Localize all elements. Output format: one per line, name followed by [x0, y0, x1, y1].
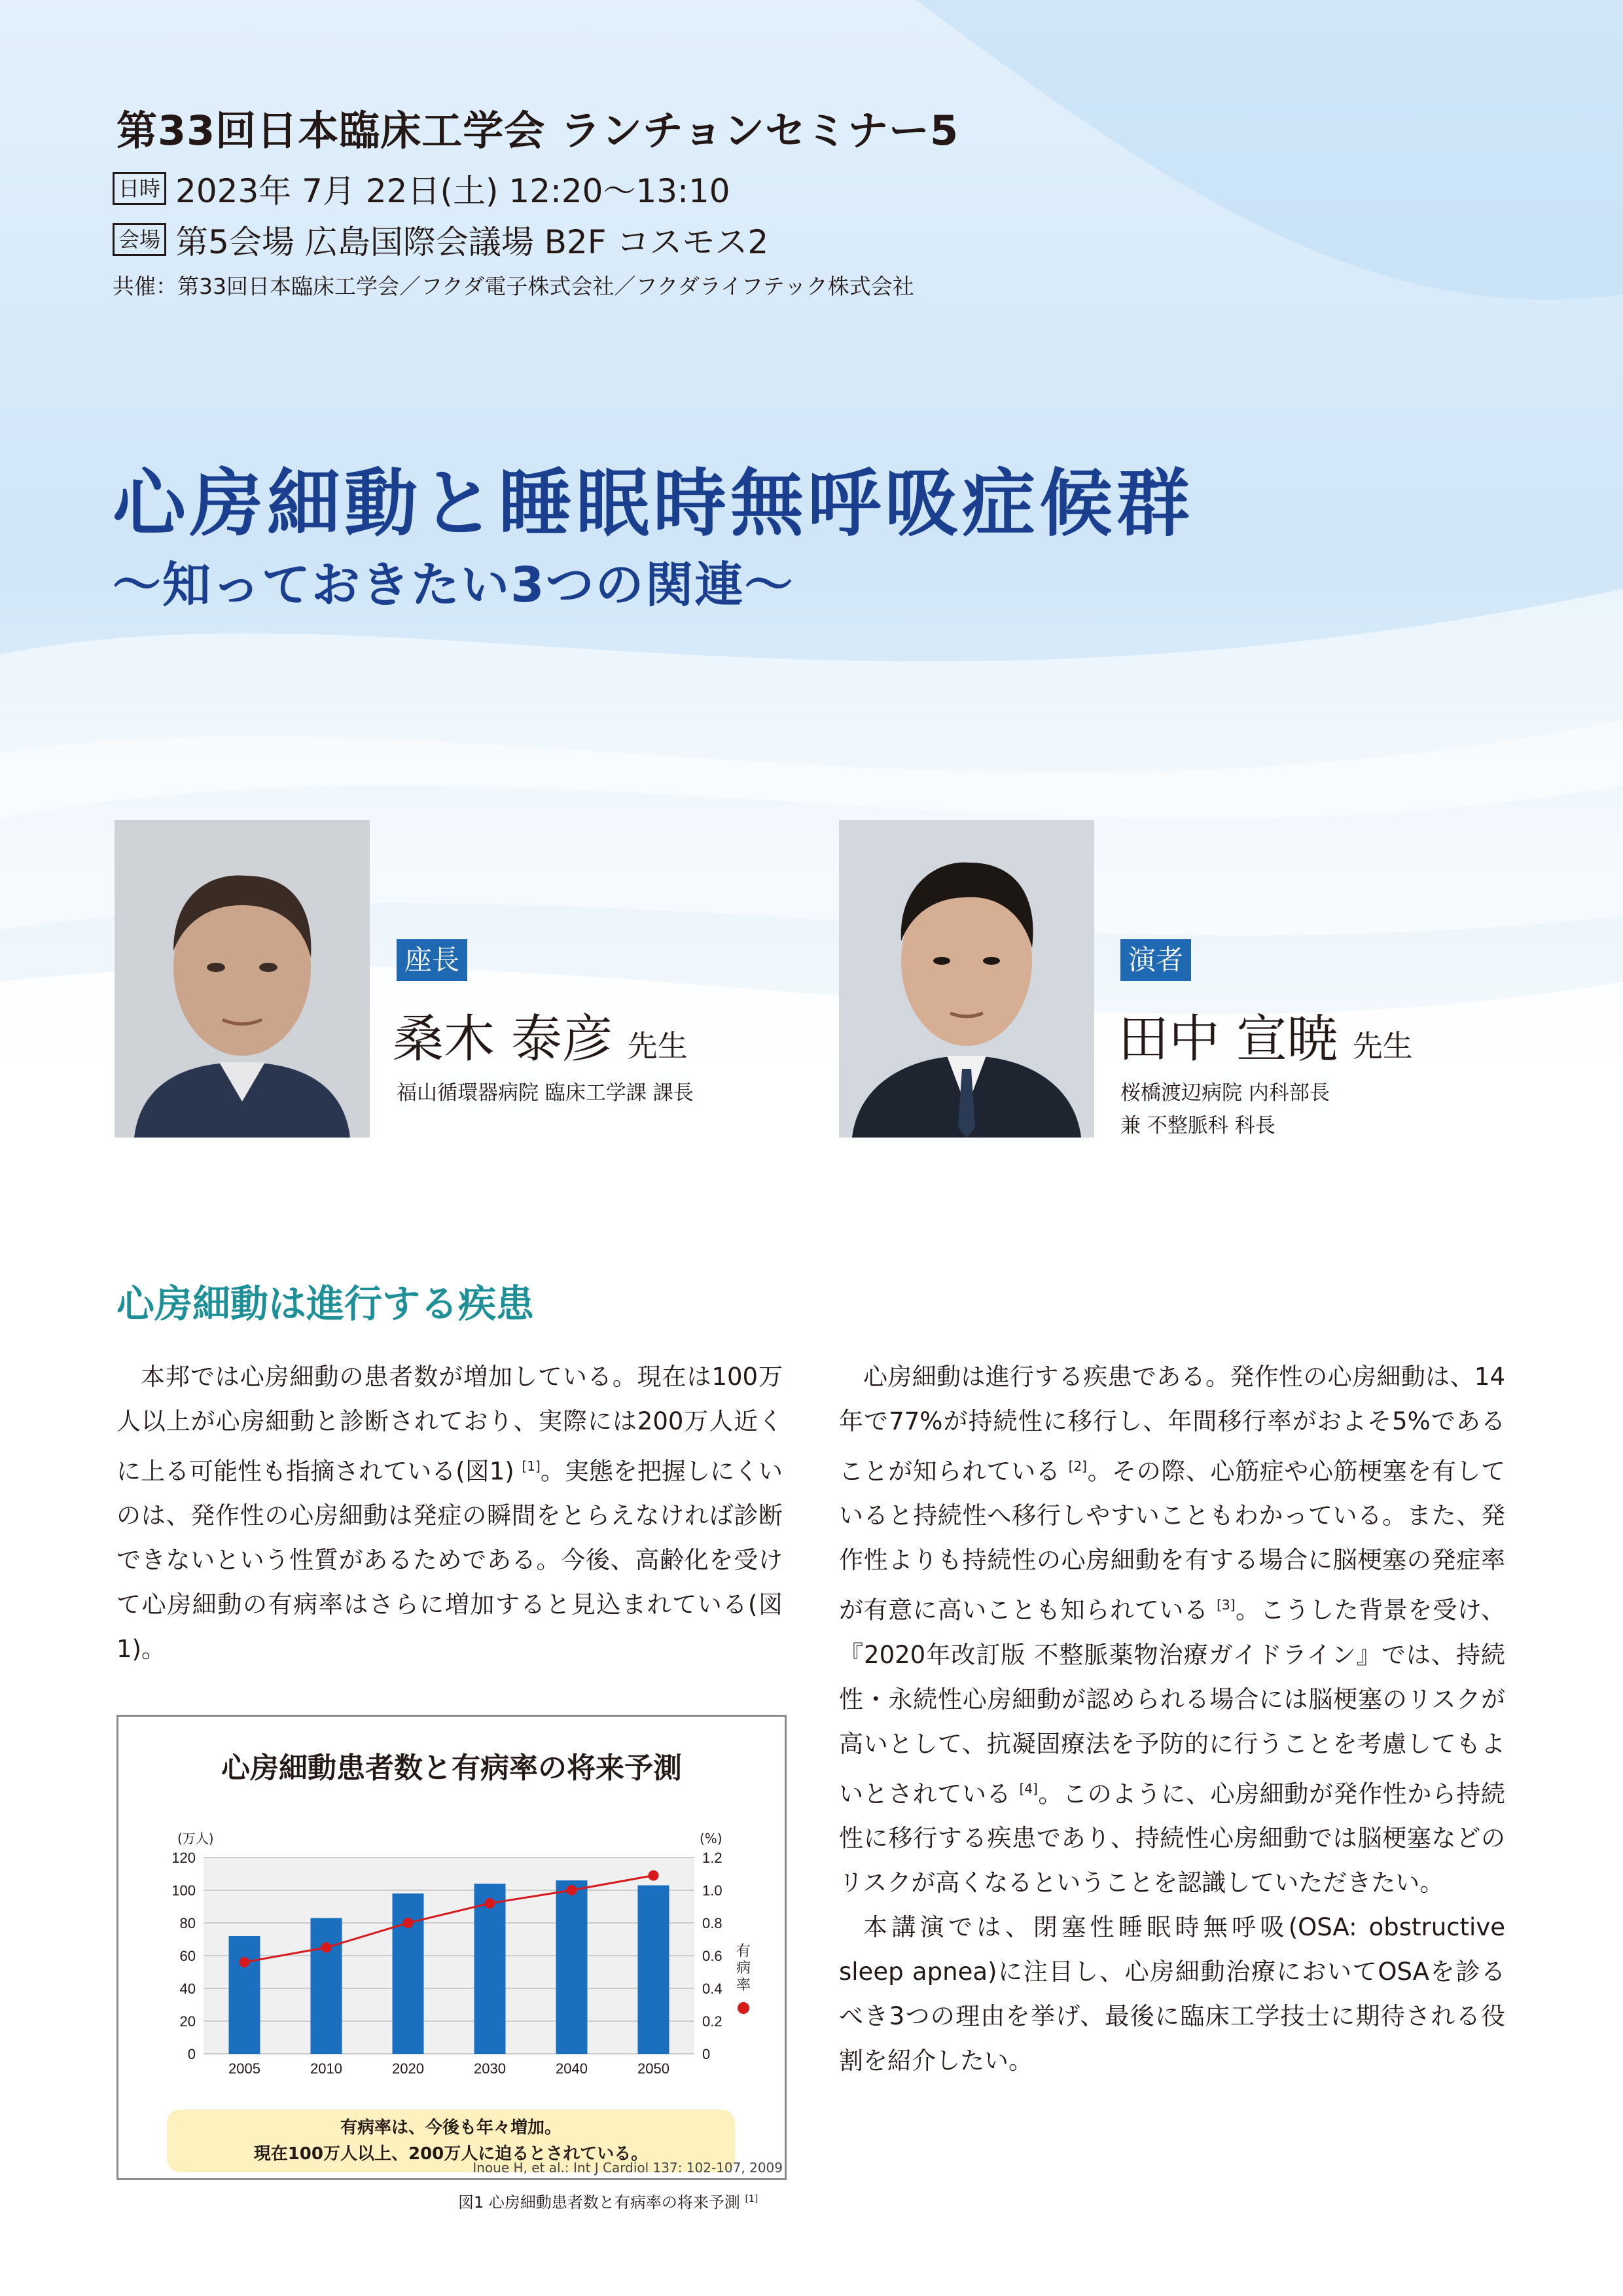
speaker-name — [1118, 998, 1413, 1071]
bar — [638, 1886, 669, 2054]
y-right-tick-label: 0.2 — [702, 2013, 722, 2030]
left-paragraph-1 — [116, 1355, 783, 1672]
chair-photo — [115, 820, 370, 1138]
speaker-honorific: 先生 — [1352, 1028, 1413, 1064]
prevalence-point — [240, 1957, 250, 1967]
y-right-tick-label: 0.4 — [702, 1981, 722, 1997]
section-heading: 心房細動は進行する疾患 — [116, 1282, 535, 1326]
ref-4: [4] — [1019, 1780, 1038, 1797]
speaker-photo — [839, 820, 1094, 1138]
left-para1-a: 本邦では心房細動の患者数が増加している。現在は100万人以上が心房細動と診断されており、実際には200万人近くに上る可能性も指摘されている(図1) — [116, 1363, 783, 1486]
figure-source: Inoue H, et al.: Int J Cardiol 137: 102-107, 2009 — [473, 2160, 783, 2176]
y-right-tick-label: 1.0 — [702, 1882, 722, 1899]
x-tick-label: 2005 — [228, 2060, 260, 2077]
prevalence-point — [649, 1871, 659, 1881]
bar — [393, 1893, 424, 2054]
chair-portrait-image — [115, 820, 370, 1138]
y-right-series-label-char: 率 — [736, 1977, 751, 1994]
y-right-tick-label: 0.6 — [702, 1948, 722, 1964]
figure-box — [116, 1715, 787, 2180]
prevalence-point — [321, 1943, 332, 1953]
x-tick-label: 2010 — [310, 2060, 342, 2077]
y-right-unit: (%) — [700, 1831, 722, 1846]
date-text: 2023年 7月 22日(土) 12:20～13:10 — [175, 172, 730, 210]
venue-row — [113, 216, 768, 263]
sub-title: ～知っておきたい3つの関連～ — [113, 557, 794, 613]
chair-role-tag: 座長 — [397, 939, 467, 981]
speaker-role-tag: 演者 — [1120, 939, 1191, 981]
prevalence-point — [567, 1885, 577, 1895]
figure-caption — [458, 2189, 758, 2212]
right-para1-d: 。このように、心房細動が発作性から持続性に移行する疾患であり、持続性心房細動では脳梗塞などのリスクが高くなるということを認識していただきたい。 — [839, 1779, 1506, 1897]
y-right-tick-label: 0.8 — [702, 1915, 722, 1931]
venue-tag: 会場 — [113, 223, 166, 256]
speaker-portrait-image — [839, 820, 1094, 1138]
event-title: 第33回日本臨床工学会 ランチョンセミナー5 — [116, 107, 959, 154]
y-left-tick-label: 80 — [179, 1915, 196, 1931]
figure-note-line-1: 有病率は、今後も年々増加。 — [340, 2118, 562, 2138]
y-right-tick-label: 0 — [702, 2046, 711, 2062]
venue-text: 第5会場 広島国際会議場 B2F コスモス2 — [175, 223, 769, 261]
date-row — [113, 165, 730, 212]
ref-3: [3] — [1217, 1597, 1236, 1613]
left-column-text — [116, 1355, 783, 1672]
ref-2: [2] — [1068, 1458, 1087, 1474]
y-right-series-label-char: 有 — [736, 1943, 751, 1960]
chart-title: 心房細動患者数と有病率の将来予測 — [221, 1751, 682, 1785]
figure-note-line-2: 現在100万人以上、200万人に迫るとされている。 — [253, 2144, 649, 2164]
cohost-text: 共催：第33回日本臨床工学会／フクダ電子株式会社／フクダライフテック株式会社 — [113, 274, 914, 299]
prevalence-point — [403, 1918, 414, 1928]
y-left-tick-label: 20 — [179, 2013, 196, 2030]
bar — [556, 1880, 588, 2054]
bar — [229, 1936, 260, 2054]
x-tick-label: 2030 — [474, 2060, 506, 2077]
speaker-name-text: 田中 宣暁 — [1118, 1010, 1338, 1069]
y-right-series-label-char: 病 — [736, 1960, 751, 1977]
chair-name-text: 桑木 泰彦 — [393, 1010, 613, 1069]
date-tag: 日時 — [113, 172, 166, 205]
x-tick-label: 2040 — [556, 2060, 588, 2077]
ref-1: [1] — [522, 1458, 541, 1474]
right-para1-a: 心房細動は進行する疾患である。発作性の心房細動は、14年で77%が持続性に移行し、年間移行率がおよそ5%であることが知られている — [839, 1363, 1505, 1486]
right-column-text — [839, 1355, 1505, 2083]
y-left-tick-label: 120 — [171, 1850, 196, 1866]
y-left-unit: (万人) — [177, 1831, 214, 1846]
figure-caption-ref: [1] — [745, 2194, 758, 2204]
x-tick-label: 2050 — [637, 2060, 669, 2077]
speaker-affiliation-1: 桜橋渡辺病院 内科部長 — [1120, 1081, 1330, 1105]
figure-caption-text: 図1 心房細動患者数と有病率の将来予測 — [458, 2193, 740, 2212]
chart-svg — [118, 1717, 785, 2109]
y-right-legend-marker — [738, 2002, 749, 2014]
right-para1-b: 。その際、心筋症や心筋梗塞を有していると持続性へ移行しやすいこともわかっている。また、発作性よりも持続性の心房細動を有する場合に脳梗塞の発症率が有意に高いことも知られている — [839, 1457, 1506, 1624]
chair-name — [393, 998, 688, 1071]
chair-affiliation: 福山循環器病院 臨床工学課 課長 — [397, 1081, 694, 1105]
y-left-tick-label: 100 — [171, 1882, 196, 1899]
speaker-affiliation-2: 兼 不整脈科 科長 — [1120, 1114, 1275, 1138]
bar — [311, 1918, 342, 2054]
left-para1-b: 。実態を把握しにくいのは、発作性の心房細動は発症の瞬間をとらえなければ診断できないという性質があるためである。今後、高齢化を受けて心房細動の有病率はさらに増加すると見込まれている(図1)。 — [116, 1457, 783, 1664]
y-left-tick-label: 40 — [179, 1981, 196, 1997]
bar — [474, 1884, 506, 2054]
right-paragraph-2: 本講演では、閉塞性睡眠時無呼吸(OSA: obstructive sleep apnea)に注目し、心房細動治療においてOSAを診るべき3つの理由を挙げ、最後に臨床工学技士に期待される役割を紹介したい。 — [839, 1912, 1505, 2075]
main-title: 心房細動と睡眠時無呼吸症候群 — [113, 461, 1194, 547]
y-left-tick-label: 60 — [179, 1948, 196, 1964]
prevalence-point — [485, 1898, 495, 1909]
chair-honorific: 先生 — [627, 1028, 688, 1064]
y-right-tick-label: 1.2 — [702, 1850, 722, 1866]
right-paragraph-1 — [839, 1355, 1505, 1905]
y-left-tick-label: 0 — [187, 2046, 196, 2062]
right-para1-c: 。こうした背景を受け、『2020年改訂版 不整脈薬物治療ガイドライン』では、持続性・永続性心房細動が認められる場合には脳梗塞のリスクが高いとして、抗凝固療法を予防的に行うことを考慮してもよいとされている — [839, 1596, 1505, 1808]
x-tick-label: 2020 — [392, 2060, 424, 2077]
